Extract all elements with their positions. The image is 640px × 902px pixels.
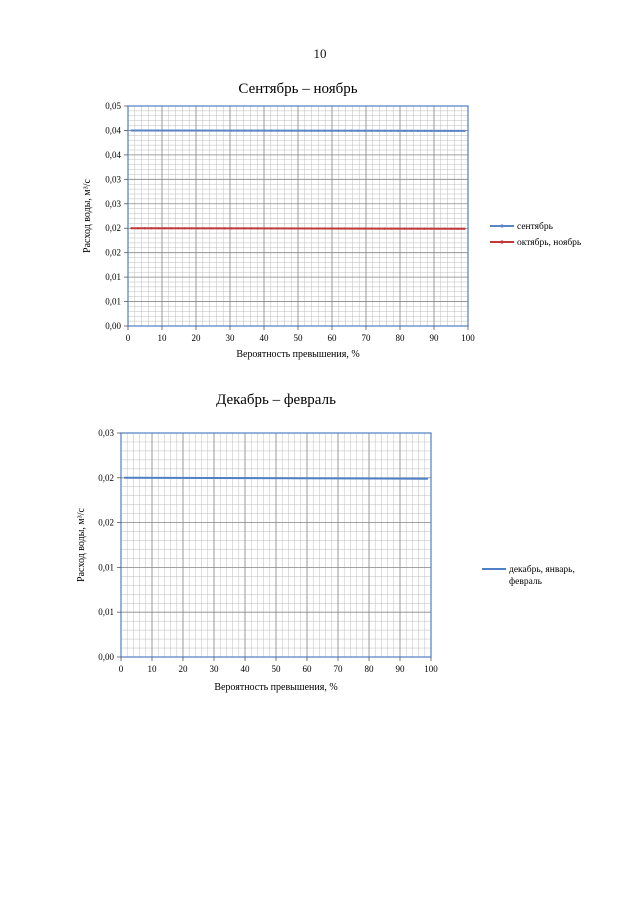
data-point xyxy=(270,227,272,229)
data-point xyxy=(337,227,339,229)
data-point xyxy=(164,227,166,229)
data-point xyxy=(330,227,332,229)
x-tick-label: 80 xyxy=(364,664,374,674)
data-point xyxy=(224,129,226,131)
data-point xyxy=(137,227,139,229)
data-point xyxy=(244,227,246,229)
data-point xyxy=(144,227,146,229)
x-tick-label: 20 xyxy=(178,664,188,674)
data-point xyxy=(330,130,332,132)
data-point xyxy=(430,130,432,132)
data-point xyxy=(204,129,206,131)
chart-title: Сентябрь – ноябрь xyxy=(238,81,358,97)
data-point xyxy=(284,227,286,229)
x-tick-label: 90 xyxy=(395,664,405,674)
data-point xyxy=(264,130,266,132)
data-point xyxy=(404,130,406,132)
x-tick-label: 40 xyxy=(259,333,269,343)
data-point xyxy=(370,130,372,132)
data-point xyxy=(157,227,159,229)
x-tick-label: 100 xyxy=(461,333,475,343)
x-tick-label: 30 xyxy=(209,664,219,674)
data-point xyxy=(284,130,286,132)
y-tick-label: 0,02 xyxy=(105,247,121,258)
data-point xyxy=(217,129,219,131)
data-point xyxy=(457,228,459,230)
data-point xyxy=(237,130,239,132)
data-point xyxy=(190,227,192,229)
data-point xyxy=(444,228,446,230)
data-point xyxy=(217,227,219,229)
data-point xyxy=(357,130,359,132)
data-point xyxy=(197,227,199,229)
y-tick-label: 0,02 xyxy=(105,223,121,234)
y-tick-label: 0,05 xyxy=(105,101,121,111)
x-tick-label: 10 xyxy=(157,333,167,343)
data-point xyxy=(324,130,326,132)
data-point xyxy=(144,129,146,131)
data-point xyxy=(350,130,352,132)
data-point xyxy=(230,129,232,131)
x-axis-title: Вероятность превышения, % xyxy=(214,682,338,693)
data-point xyxy=(150,227,152,229)
y-axis-title: Расход воды, м³/с xyxy=(82,179,93,253)
x-tick-label: 20 xyxy=(191,333,201,343)
y-tick-label: 0,02 xyxy=(98,472,114,483)
data-point xyxy=(210,227,212,229)
series-1 xyxy=(130,129,465,132)
x-tick-label: 0 xyxy=(125,333,131,343)
data-point xyxy=(184,227,186,229)
data-point xyxy=(170,227,172,229)
data-point xyxy=(317,227,319,229)
data-point xyxy=(397,228,399,230)
y-tick-label: 0,00 xyxy=(105,321,121,331)
data-point xyxy=(184,129,186,131)
legend-label: сентябрь xyxy=(517,222,553,232)
chart-1 xyxy=(82,81,582,360)
data-point xyxy=(404,228,406,230)
data-point xyxy=(177,227,179,229)
data-point xyxy=(417,228,419,230)
data-point xyxy=(304,227,306,229)
data-point xyxy=(257,227,259,229)
data-point xyxy=(450,130,452,132)
chart-title: Декабрь – февраль xyxy=(216,392,336,408)
major-grid xyxy=(121,433,431,657)
data-point xyxy=(237,227,239,229)
series-2 xyxy=(130,227,465,230)
data-point xyxy=(177,129,179,131)
y-tick-label: 0,01 xyxy=(105,296,121,307)
y-tick-label: 0,01 xyxy=(105,272,121,283)
y-tick-label: 0,02 xyxy=(98,517,114,528)
data-point xyxy=(137,129,139,131)
data-point xyxy=(450,228,452,230)
x-tick-label: 40 xyxy=(240,664,250,674)
data-point xyxy=(424,130,426,132)
data-point xyxy=(310,130,312,132)
data-point xyxy=(344,130,346,132)
x-tick-label: 10 xyxy=(147,664,157,674)
data-point xyxy=(310,227,312,229)
data-point xyxy=(350,227,352,229)
data-point xyxy=(390,228,392,230)
legend-marker xyxy=(500,224,503,227)
x-tick-label: 50 xyxy=(271,664,281,674)
legend-label: октябрь, ноябрь xyxy=(517,238,582,248)
y-tick-label: 0,04 xyxy=(105,149,121,160)
x-tick-label: 60 xyxy=(302,664,312,674)
data-point xyxy=(384,130,386,132)
data-point xyxy=(277,227,279,229)
series-line xyxy=(124,478,428,479)
x-axis-title: Вероятность превышения, % xyxy=(236,349,360,360)
data-point xyxy=(430,228,432,230)
data-point xyxy=(150,129,152,131)
data-point xyxy=(230,227,232,229)
data-point xyxy=(197,129,199,131)
data-point xyxy=(344,227,346,229)
data-point xyxy=(224,227,226,229)
data-point xyxy=(190,129,192,131)
data-point xyxy=(290,130,292,132)
data-point xyxy=(130,227,132,229)
x-tick-label: 80 xyxy=(395,333,405,343)
data-point xyxy=(384,227,386,229)
data-point xyxy=(297,130,299,132)
data-point xyxy=(244,130,246,132)
legend-marker xyxy=(500,240,503,243)
y-tick-label: 0,01 xyxy=(98,562,114,573)
data-point xyxy=(317,130,319,132)
data-point xyxy=(290,227,292,229)
data-point xyxy=(410,130,412,132)
x-tick-label: 90 xyxy=(429,333,439,343)
data-point xyxy=(210,129,212,131)
x-tick-label: 70 xyxy=(333,664,343,674)
data-point xyxy=(444,130,446,132)
data-point xyxy=(250,227,252,229)
data-point xyxy=(324,227,326,229)
data-point xyxy=(297,227,299,229)
data-point xyxy=(277,130,279,132)
data-point xyxy=(464,228,466,230)
data-point xyxy=(417,130,419,132)
data-point xyxy=(164,129,166,131)
series-1 xyxy=(124,478,428,479)
data-point xyxy=(464,130,466,132)
x-tick-label: 60 xyxy=(327,333,337,343)
data-point xyxy=(397,130,399,132)
y-tick-label: 0,01 xyxy=(98,607,114,618)
y-tick-label: 0,00 xyxy=(98,652,114,662)
data-point xyxy=(390,130,392,132)
data-point xyxy=(437,130,439,132)
data-point xyxy=(337,130,339,132)
data-point xyxy=(170,129,172,131)
data-point xyxy=(270,130,272,132)
data-point xyxy=(157,129,159,131)
data-point xyxy=(424,228,426,230)
data-point xyxy=(264,227,266,229)
major-grid xyxy=(128,106,468,326)
legend-label: февраль xyxy=(509,577,542,587)
x-tick-label: 30 xyxy=(225,333,235,343)
data-point xyxy=(257,130,259,132)
data-point xyxy=(377,227,379,229)
y-tick-label: 0,04 xyxy=(105,125,121,136)
x-tick-label: 70 xyxy=(361,333,371,343)
x-tick-label: 0 xyxy=(118,664,124,674)
data-point xyxy=(364,227,366,229)
page-number: 10 xyxy=(313,46,327,61)
data-point xyxy=(437,228,439,230)
legend-label: декабрь, январь, xyxy=(509,565,575,575)
x-tick-label: 100 xyxy=(424,664,438,674)
y-tick-label: 0,03 xyxy=(105,198,121,209)
x-tick-label: 50 xyxy=(293,333,303,343)
data-point xyxy=(204,227,206,229)
data-point xyxy=(304,130,306,132)
data-point xyxy=(250,130,252,132)
data-point xyxy=(357,227,359,229)
y-tick-label: 0,03 xyxy=(105,174,121,185)
data-point xyxy=(364,130,366,132)
data-point xyxy=(377,130,379,132)
chart-2 xyxy=(76,392,575,693)
data-point xyxy=(410,228,412,230)
data-point xyxy=(457,130,459,132)
y-tick-label: 0,03 xyxy=(98,428,114,438)
y-axis-title: Расход воды, м³/с xyxy=(76,508,87,582)
data-point xyxy=(370,227,372,229)
data-point xyxy=(130,129,132,131)
